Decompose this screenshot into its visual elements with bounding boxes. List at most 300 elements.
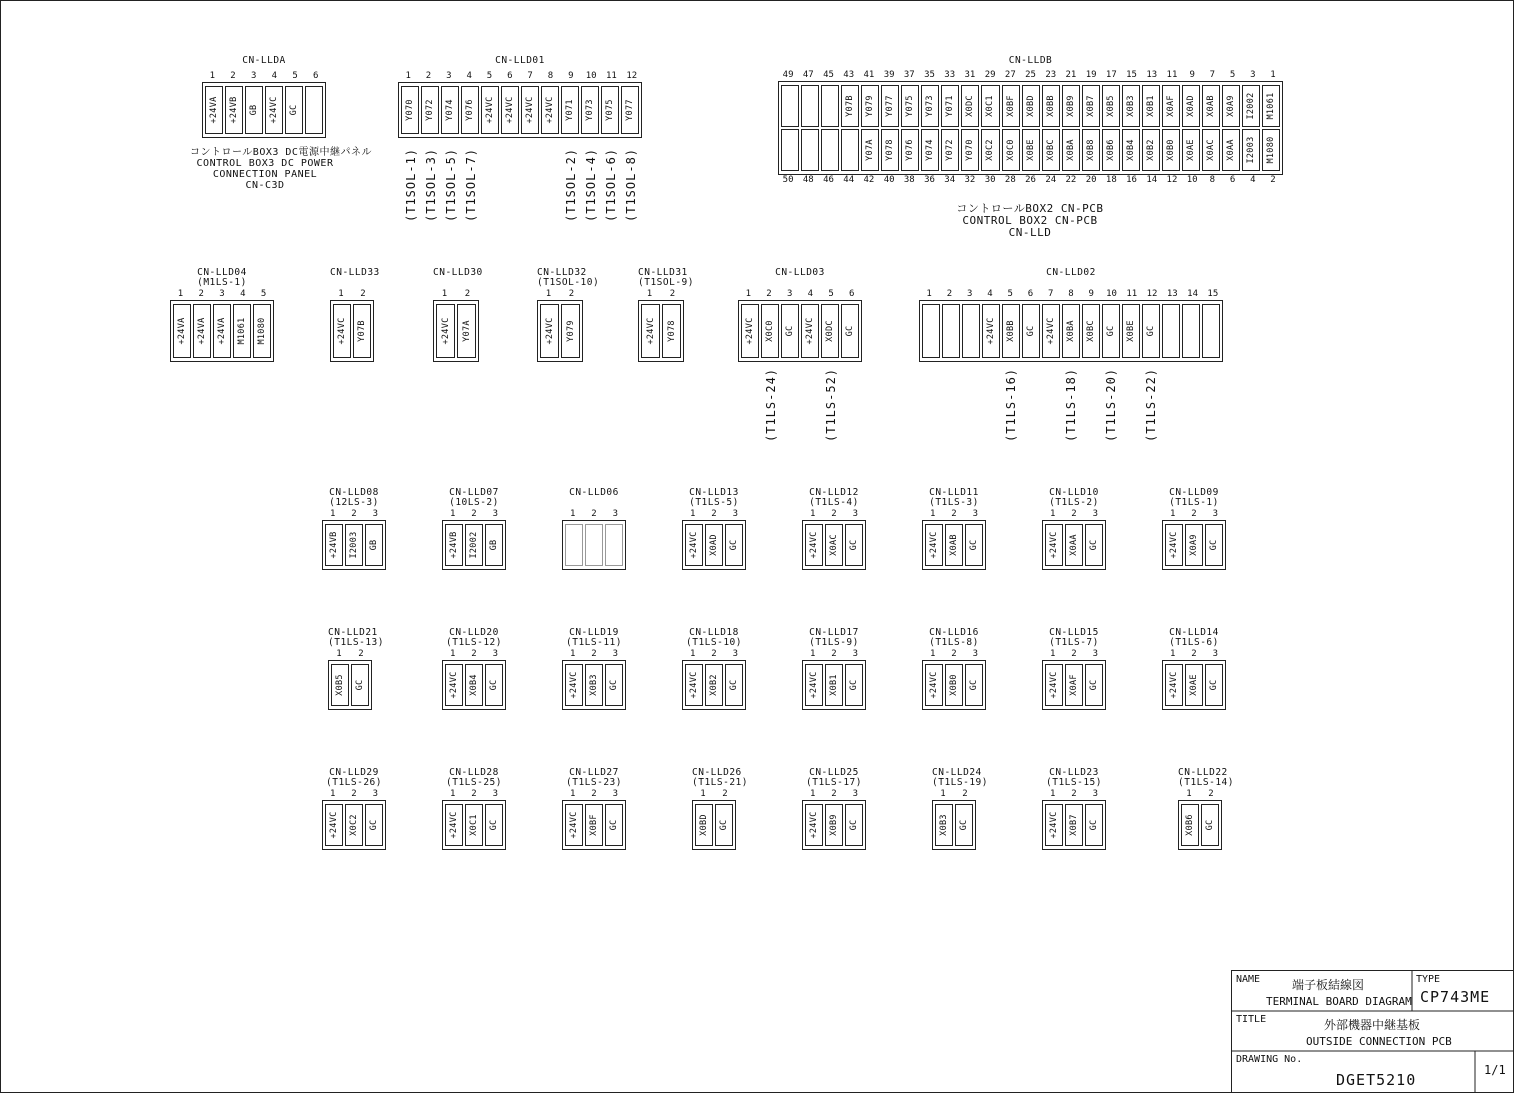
terminal-cell [801, 85, 819, 127]
terminal-cell [825, 664, 843, 706]
connector-lld16 [922, 628, 986, 710]
terminal-cell [621, 86, 639, 134]
terminal-label: Y076 [905, 139, 916, 161]
pin-number: 2 [471, 649, 477, 659]
connector-name: CN-LLD02 [1046, 267, 1096, 278]
terminal-label: X0B5 [1105, 95, 1116, 117]
pin-number: 3 [852, 509, 859, 519]
connector-name: CN-LLD14 [1169, 627, 1219, 638]
lldb-note [955, 203, 1105, 239]
connector-signal: (T1LS-10) [686, 637, 742, 648]
terminal-cell [965, 524, 983, 566]
terminal-label: GC [969, 539, 979, 551]
pin-number: 24 [1045, 175, 1057, 185]
connector-name: CN-LLD32 [537, 267, 587, 278]
connector-name: CN-LLD31 [638, 267, 688, 278]
terminal-cell [841, 304, 859, 358]
connector-lld17 [802, 628, 866, 710]
title-label: TITLE [1236, 1014, 1267, 1025]
terminal-label: GC [1209, 539, 1219, 551]
terminal-cell [1142, 129, 1160, 171]
terminal-label: +24VC [689, 531, 699, 559]
connector-signal: (T1SOL-10) [537, 277, 600, 288]
pin-number: 36 [924, 175, 935, 185]
connector-signal: (T1LS-6) [1169, 637, 1219, 648]
terminal-label: +24VC [505, 96, 515, 124]
terminal-cell [881, 129, 899, 171]
pin-numbers-top [778, 70, 1283, 80]
pin-number: 1 [338, 289, 344, 299]
terminal-cell [695, 804, 713, 846]
title-block [1231, 970, 1513, 1092]
terminal-cell [1085, 804, 1103, 846]
connector-body [802, 800, 866, 850]
terminal-label: +24VC [809, 811, 819, 839]
pin-number: 6 [312, 71, 319, 81]
pin-numbers [638, 289, 684, 299]
lldb-note-line2: CN-LLD [1008, 226, 1052, 239]
connector-body [692, 800, 736, 850]
terminal-label: X0C0 [1005, 139, 1016, 161]
terminal-label: X0AD [1185, 95, 1196, 117]
pin-number: 2 [1071, 649, 1077, 659]
pin-number: 3 [732, 649, 739, 659]
terminal-label: X0AC [829, 534, 839, 556]
connector-lld11 [922, 488, 986, 570]
terminal-cell [565, 524, 583, 566]
pin-numbers [932, 789, 976, 799]
pin-number: 1 [1270, 70, 1276, 80]
pin-number: 2 [471, 509, 477, 519]
terminal-label: X0BB [1045, 95, 1056, 117]
connector-signal: (12LS-3) [329, 497, 379, 508]
connector-name: CN-LLD08 [329, 487, 379, 498]
terminal-label: +24VC [809, 671, 819, 699]
terminal-cell [981, 129, 999, 171]
connector-body [778, 81, 1283, 175]
pin-numbers [562, 649, 626, 659]
terminal-cell [605, 804, 623, 846]
terminal-cell [465, 664, 483, 706]
llda-note-line1: CONTROL BOX3 DC POWER [196, 158, 334, 169]
connector-name: CN-LLD27 [569, 767, 619, 778]
terminal-cell [761, 304, 779, 358]
terminal-cell [685, 524, 703, 566]
connector-name: CN-LLD06 [569, 487, 619, 498]
terminal-cell [565, 804, 583, 846]
connector-name: CN-LLD13 [689, 487, 739, 498]
pin-number: 2 [1270, 175, 1276, 185]
pin-number: 3 [492, 509, 499, 519]
terminal-cell [193, 304, 211, 358]
terminal-cell [541, 86, 559, 134]
pin-number: 21 [1065, 70, 1077, 80]
terminal-cell [1182, 129, 1200, 171]
pin-number: 2 [358, 649, 364, 659]
terminal-cell [213, 304, 231, 358]
terminal-cell [585, 664, 603, 706]
terminal-cell [481, 86, 499, 134]
pin-number: 2 [831, 789, 837, 799]
signal-label: (T1LS-16) [1004, 367, 1018, 442]
pin-number: 2 [198, 289, 204, 299]
pin-number: 47 [802, 70, 814, 80]
pin-numbers [1178, 789, 1222, 799]
terminal-cell [601, 86, 619, 134]
connector-signal: (T1LS-14) [1178, 777, 1234, 788]
terminal-label: GC [845, 325, 855, 337]
connector-name: CN-LLD17 [809, 627, 859, 638]
connector-signal: (T1LS-19) [932, 777, 988, 788]
pin-number: 3 [966, 289, 973, 299]
connector-signal: (T1LS-2) [1049, 497, 1099, 508]
terminal-label: +24VC [1049, 811, 1059, 839]
connector-lld27 [562, 768, 626, 850]
terminal-label: GC [969, 679, 979, 691]
terminal-label: X0B3 [939, 814, 949, 836]
terminal-label: +24VC [1049, 531, 1059, 559]
pin-number: 2 [951, 649, 957, 659]
terminal-cell [561, 86, 579, 134]
terminal-label: +24VC [545, 96, 555, 124]
terminal-cell [445, 524, 463, 566]
connector-lld31 [638, 267, 694, 362]
terminal-label: +24VC [440, 317, 451, 345]
connector-body [537, 300, 583, 362]
terminal-label: GC [369, 819, 379, 831]
terminal-cell [901, 85, 919, 127]
name-en: TERMINAL BOARD DIAGRAM [1266, 995, 1412, 1008]
terminal-cell [955, 804, 973, 846]
terminal-label: X0AC [1206, 139, 1216, 161]
pin-numbers [562, 789, 626, 799]
pin-number: 4 [987, 289, 993, 299]
pin-number: 14 [1146, 175, 1158, 185]
terminal-label: X0BA [1065, 139, 1076, 161]
pin-numbers [322, 789, 386, 799]
pin-numbers [1042, 789, 1106, 799]
lldb-note-jp: コントロールBOX2 CN-PCB [956, 202, 1104, 215]
pin-number: 1 [569, 789, 576, 799]
terminal-cell [1202, 129, 1220, 171]
terminal-cell [1162, 129, 1180, 171]
terminal-label: GC [729, 679, 739, 691]
pin-number: 41 [863, 70, 875, 80]
connector-name: CN-LLD20 [449, 627, 499, 638]
terminal-label: +24VC [485, 96, 495, 124]
connector-lld19 [562, 628, 626, 710]
terminal-label: Y073 [585, 99, 595, 121]
sheet-number: 1/1 [1484, 1063, 1506, 1077]
terminal-label: X0B6 [1105, 139, 1116, 161]
pin-number: 15 [1207, 289, 1219, 299]
terminal-label: +24VC [809, 531, 819, 559]
pin-number: 2 [1071, 789, 1077, 799]
pin-number: 9 [1189, 70, 1195, 80]
terminal-label: X0BF [589, 814, 599, 836]
connector-signal: (T1SOL-9) [638, 277, 694, 288]
connector-body [562, 520, 626, 570]
connector-lld13 [682, 488, 746, 570]
terminal-label: X0AE [1185, 139, 1196, 161]
terminal-label: +24VB [449, 531, 459, 559]
pin-numbers [682, 509, 746, 519]
terminal-label: +24VC [1049, 671, 1059, 699]
pin-number: 1 [449, 789, 456, 799]
pin-number: 38 [903, 175, 915, 185]
pin-number: 46 [823, 175, 834, 185]
pin-number: 3 [732, 509, 739, 519]
connector-name: CN-LLD18 [689, 627, 739, 638]
terminal-row [781, 85, 1280, 127]
pin-numbers [202, 71, 326, 81]
terminal-label: GC [609, 679, 619, 691]
terminal-label: GC [959, 819, 969, 831]
terminal-cell [1022, 85, 1040, 127]
connector-lld22 [1178, 767, 1234, 850]
pin-number: 3 [1092, 789, 1099, 799]
connector-name: CN-LLD29 [329, 767, 379, 778]
connector-body [802, 520, 866, 570]
pin-number: 8 [1068, 289, 1074, 299]
terminal-cell [1182, 85, 1200, 127]
terminal-cell [1201, 804, 1219, 846]
lldb-note-line1: CONTROL BOX2 CN-PCB [962, 214, 1098, 227]
terminal-label: X0B7 [1069, 814, 1079, 836]
terminal-cell [365, 524, 383, 566]
terminal-cell [325, 804, 343, 846]
signal-label: (T1LS-24) [764, 367, 778, 442]
terminal-cell [436, 304, 455, 358]
terminal-label: +24VC [1169, 531, 1179, 559]
terminal-cell [922, 304, 940, 358]
pin-number: 2 [946, 289, 953, 299]
pin-number: 2 [360, 289, 366, 299]
pin-numbers [170, 289, 274, 299]
terminal-cell [1122, 85, 1140, 127]
terminal-cell [805, 524, 823, 566]
pin-number: 3 [492, 649, 499, 659]
connector-body [442, 520, 506, 570]
terminal-cell [941, 129, 959, 171]
pin-number: 1 [449, 649, 456, 659]
connector-lld08 [322, 488, 386, 570]
terminal-label: GC [1205, 819, 1215, 831]
terminal-label: +24VC [689, 671, 699, 699]
pin-number: 1 [177, 289, 184, 299]
terminal-cell [1042, 129, 1060, 171]
pin-number: 2 [962, 789, 968, 799]
pin-number: 5 [260, 289, 267, 299]
connector-name: CN-LLD30 [433, 267, 483, 278]
terminal-label: Y078 [885, 139, 896, 161]
connector-signal: (T1LS-25) [446, 777, 502, 788]
terminal-label: X0B6 [1185, 814, 1195, 836]
pin-numbers [562, 509, 626, 519]
connector-lld01 [398, 56, 642, 138]
terminal-label: X0B9 [1065, 95, 1076, 117]
terminal-label: I2002 [469, 531, 479, 559]
pin-number: 5 [486, 71, 493, 81]
connector-lld02 [919, 268, 1223, 362]
terminal-label: +24VA [197, 317, 207, 345]
terminal-label: X0AB [949, 534, 959, 556]
pin-number: 2 [1071, 509, 1077, 519]
pin-number: 15 [1126, 70, 1137, 80]
terminal-cell [961, 85, 979, 127]
terminal-label: +24VC [337, 317, 347, 345]
terminal-cell [1242, 129, 1260, 171]
pin-number: 49 [782, 70, 794, 80]
terminal-cell [1122, 129, 1140, 171]
terminal-cell [485, 664, 503, 706]
pin-number: 2 [711, 509, 717, 519]
pin-number: 5 [1229, 70, 1236, 80]
connector-body [802, 660, 866, 710]
connector-lld06 [562, 488, 626, 570]
terminal-label: Y075 [905, 95, 916, 117]
pin-number: 8 [547, 71, 554, 81]
terminal-label: +24VC [929, 671, 939, 699]
pin-number: 2 [591, 509, 597, 519]
pin-number: 9 [1088, 289, 1094, 299]
pin-number: 3 [972, 649, 979, 659]
terminal-cell [225, 86, 243, 134]
terminal-cell [1222, 85, 1240, 127]
terminal-cell [485, 804, 503, 846]
terminal-label: GC [289, 104, 299, 116]
terminal-label: X0AB [1206, 95, 1216, 117]
terminal-cell [941, 85, 959, 127]
connector-body [433, 300, 479, 362]
llda-note-line2: CONNECTION PANEL [212, 169, 318, 180]
connector-lld23 [1042, 768, 1106, 850]
pin-number: 17 [1105, 70, 1117, 80]
title-en: OUTSIDE CONNECTION PCB [1306, 1035, 1452, 1048]
terminal-cell [1122, 304, 1140, 358]
pin-number: 2 [425, 71, 432, 81]
terminal-cell [605, 524, 623, 566]
connector-lld03 [738, 268, 862, 362]
pin-numbers [1042, 649, 1106, 659]
terminal-label: GC [489, 819, 499, 831]
terminal-cell [662, 304, 681, 358]
terminal-cell [1065, 664, 1083, 706]
pin-number: 19 [1085, 70, 1097, 80]
pin-number: 1 [441, 289, 448, 299]
pin-number: 28 [1004, 175, 1016, 185]
connector-body [682, 520, 746, 570]
pin-number: 2 [1191, 509, 1197, 519]
terminal-cell [725, 664, 743, 706]
connector-name: CN-LLD01 [495, 55, 545, 66]
pin-numbers [398, 71, 642, 81]
pin-numbers [322, 509, 386, 519]
terminal-cell [1165, 524, 1183, 566]
pin-number: 1 [809, 789, 816, 799]
pin-number: 2 [766, 289, 772, 299]
pin-number: 2 [351, 509, 357, 519]
connector-signal: (T1LS-9) [809, 637, 859, 648]
terminal-label: GC [355, 679, 365, 691]
connector-body [1178, 800, 1222, 850]
pin-number: 3 [852, 649, 859, 659]
pin-number: 2 [568, 289, 575, 299]
signal-label: (T1SOL-4) [584, 147, 598, 222]
pin-number: 7 [1209, 70, 1216, 80]
terminal-cell [485, 524, 503, 566]
terminal-cell [1242, 85, 1260, 127]
terminal-cell [925, 664, 943, 706]
terminal-cell [845, 804, 863, 846]
signal-label: (T1SOL-8) [624, 147, 638, 222]
terminal-cell [801, 129, 819, 171]
pin-number: 1 [569, 649, 576, 659]
terminal-cell [1185, 524, 1203, 566]
terminal-cell [585, 524, 603, 566]
terminal-label: X0BA [1066, 320, 1076, 342]
type-value: CP743ME [1420, 988, 1491, 1006]
pin-number: 10 [1106, 289, 1117, 299]
connector-lld10 [1042, 488, 1106, 570]
connector-name: CN-LLD25 [809, 767, 859, 778]
terminal-cell [1182, 304, 1200, 358]
connector-lld14 [1162, 628, 1226, 710]
connector-lld32 [537, 267, 600, 362]
pin-number: 3 [1092, 509, 1099, 519]
terminal-cell [445, 804, 463, 846]
terminal-cell [441, 86, 459, 134]
terminal-label: Y07A [865, 139, 876, 161]
pin-number: 2 [1191, 649, 1197, 659]
pin-number: 16 [1126, 175, 1137, 185]
terminal-cell [1085, 524, 1103, 566]
terminal-cell [1185, 664, 1203, 706]
terminal-label: X0B1 [1145, 95, 1156, 117]
pin-number: 7 [527, 71, 533, 81]
connector-signal: (T1LS-17) [806, 777, 862, 788]
terminal-cell [705, 664, 723, 706]
terminal-label: +24VA [177, 317, 187, 345]
terminal-cell [305, 86, 323, 134]
terminal-label: +24VC [805, 317, 815, 345]
pin-number: 1 [926, 289, 932, 299]
pin-number: 1 [1169, 509, 1176, 519]
signal-label: (T1SOL-2) [564, 147, 578, 222]
pin-number: 2 [464, 289, 471, 299]
terminal-cell [1062, 85, 1080, 127]
terminal-cell [1102, 85, 1120, 127]
connector-body [1162, 520, 1226, 570]
terminal-label: +24VC [544, 317, 555, 345]
terminal-label: X0AF [1069, 674, 1079, 696]
connector-signal: (M1LS-1) [197, 277, 247, 288]
connector-signal: (T1LS-5) [689, 497, 739, 508]
connector-name: CN-LLD23 [1049, 767, 1099, 778]
terminal-label: GC [849, 819, 859, 831]
connector-lld12 [802, 488, 866, 570]
terminal-cell [1065, 524, 1083, 566]
name-jp: 端子板結線図 [1292, 978, 1365, 992]
terminal-cell [1205, 664, 1223, 706]
terminal-cell [1262, 85, 1280, 127]
pin-number: 3 [972, 509, 979, 519]
terminal-label: +24VC [569, 811, 579, 839]
pin-number: 3 [612, 509, 619, 519]
terminal-cell [881, 85, 899, 127]
terminal-label: +24VC [329, 811, 339, 839]
signal-label: (T1LS-20) [1104, 367, 1118, 442]
